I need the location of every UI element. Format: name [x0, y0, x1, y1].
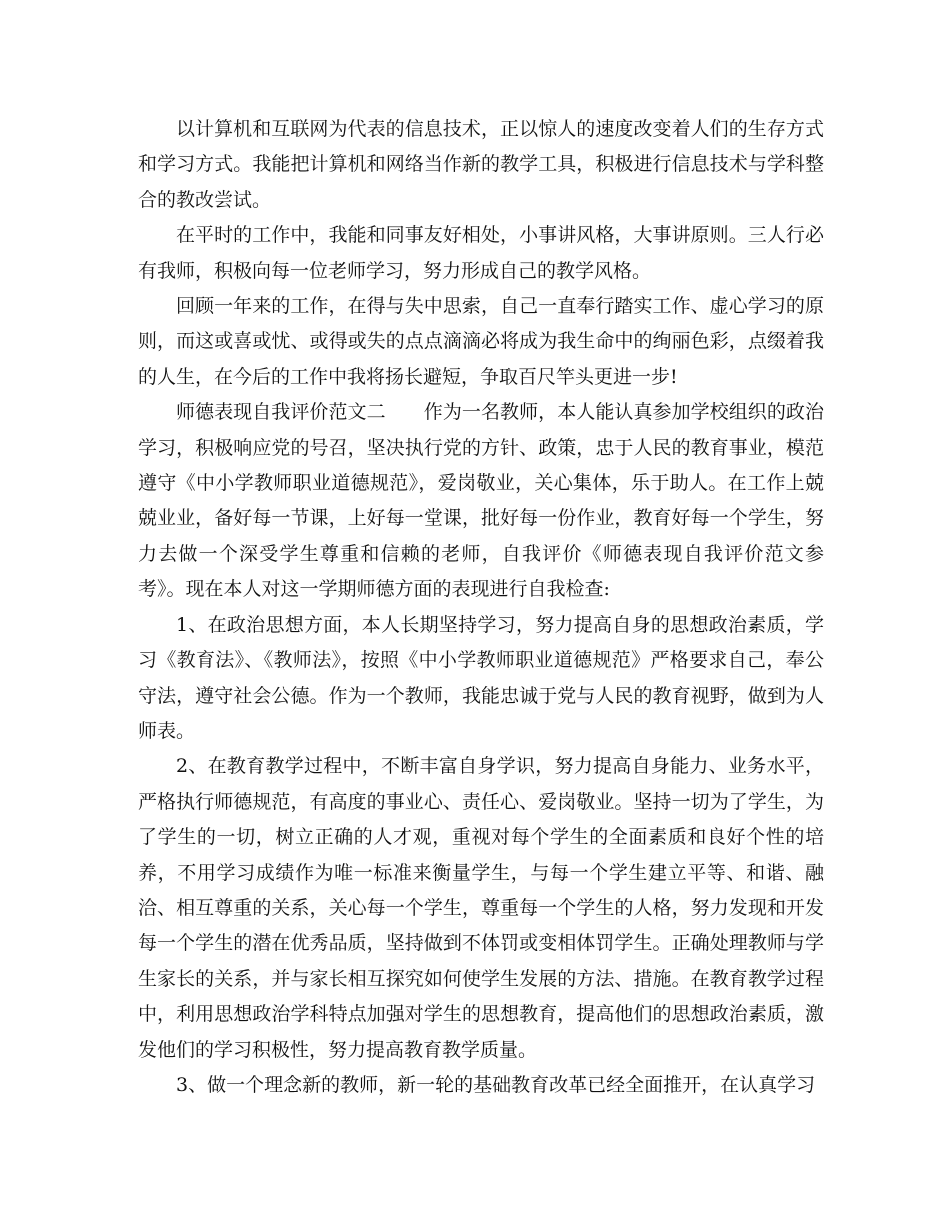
paragraph-year-review: 回顾一年来的工作，在得与失中思索，自己一直奉行踏实工作、虚心学习的原则，而这或喜或忧、或得或失的点点滴滴必将成为我生命中的绚丽色彩，点缀着我的人生，在今后的工作中我将扬长避短，争取百尺竿头更进一步!: [138, 295, 824, 388]
paragraph-item-2-teaching: 2、在教育教学过程中，不断丰富自身学识，努力提高自身能力、业务水平，严格执行师德规范，有高度的事业心、责任心、爱岗敬业。坚持一切为了学生，为了学生的一切，树立正确的人才观，重视对每个学生的全面素质和良好个性的培养，不用学习成绩作为唯一标准来衡量学生，与每一个学生建立平等、和谐、融洽、相互尊重的关系，关心每一个学生，尊重每一个学生的人格，努力发现和开发每一个学生的潜在优秀品质，坚持做到不体罚或变相体罚学生。正确处理教师与学生家长的关系，并与家长相互探究如何使学生发展的方法、措施。在教育教学过程中，利用思想政治学科特点加强对学生的思想教育，提高他们的思想政治素质，激发他们的学习积极性，努力提高教育教学质量。: [138, 755, 824, 1061]
paragraph-colleagues: 在平时的工作中，我能和同事友好相处，小事讲风格，大事讲原则。三人行必有我师，积极向每一位老师学习，努力形成自己的教学风格。: [138, 224, 824, 282]
paragraph-item-1-political: 1、在政治思想方面，本人长期坚持学习，努力提高自身的思想政治素质，学习《教育法》、《教师法》，按照《中小学教师职业道德规范》严格要求自己，奉公守法，遵守社会公德。作为一个教师，我能忠诚于党与人民的教育视野，做到为人师表。: [138, 613, 824, 742]
paragraph-item-3-new-concept: 3、做一个理念新的教师，新一轮的基础教育改革已经全面推开，在认真学习: [176, 1073, 816, 1096]
document-body: [138, 112, 824, 1103]
paragraph-information-technology: 以计算机和互联网为代表的信息技术，正以惊人的速度改变着人们的生存方式和学习方式。我能把计算机和网络当作新的教学工具，积极进行信息技术与学科整合的教改尝试。: [138, 118, 824, 211]
paragraph-sample-two: 师德表现自我评价范文二 作为一名教师，本人能认真参加学校组织的政治学习，积极响应党的号召，坚决执行党的方针、政策，忠于人民的教育事业，模范遵守《中小学教师职业道德规范》，爱岗敬业，关心集体，乐于助人。在工作上兢兢业业，备好每一节课，上好每一堂课，批好每一份作业，教育好每一个学生，努力去做一个深受学生尊重和信赖的老师，自我评价《师德表现自我评价范文参考》。现在本人对这一学期师德方面的表现进行自我检查:: [138, 401, 824, 601]
